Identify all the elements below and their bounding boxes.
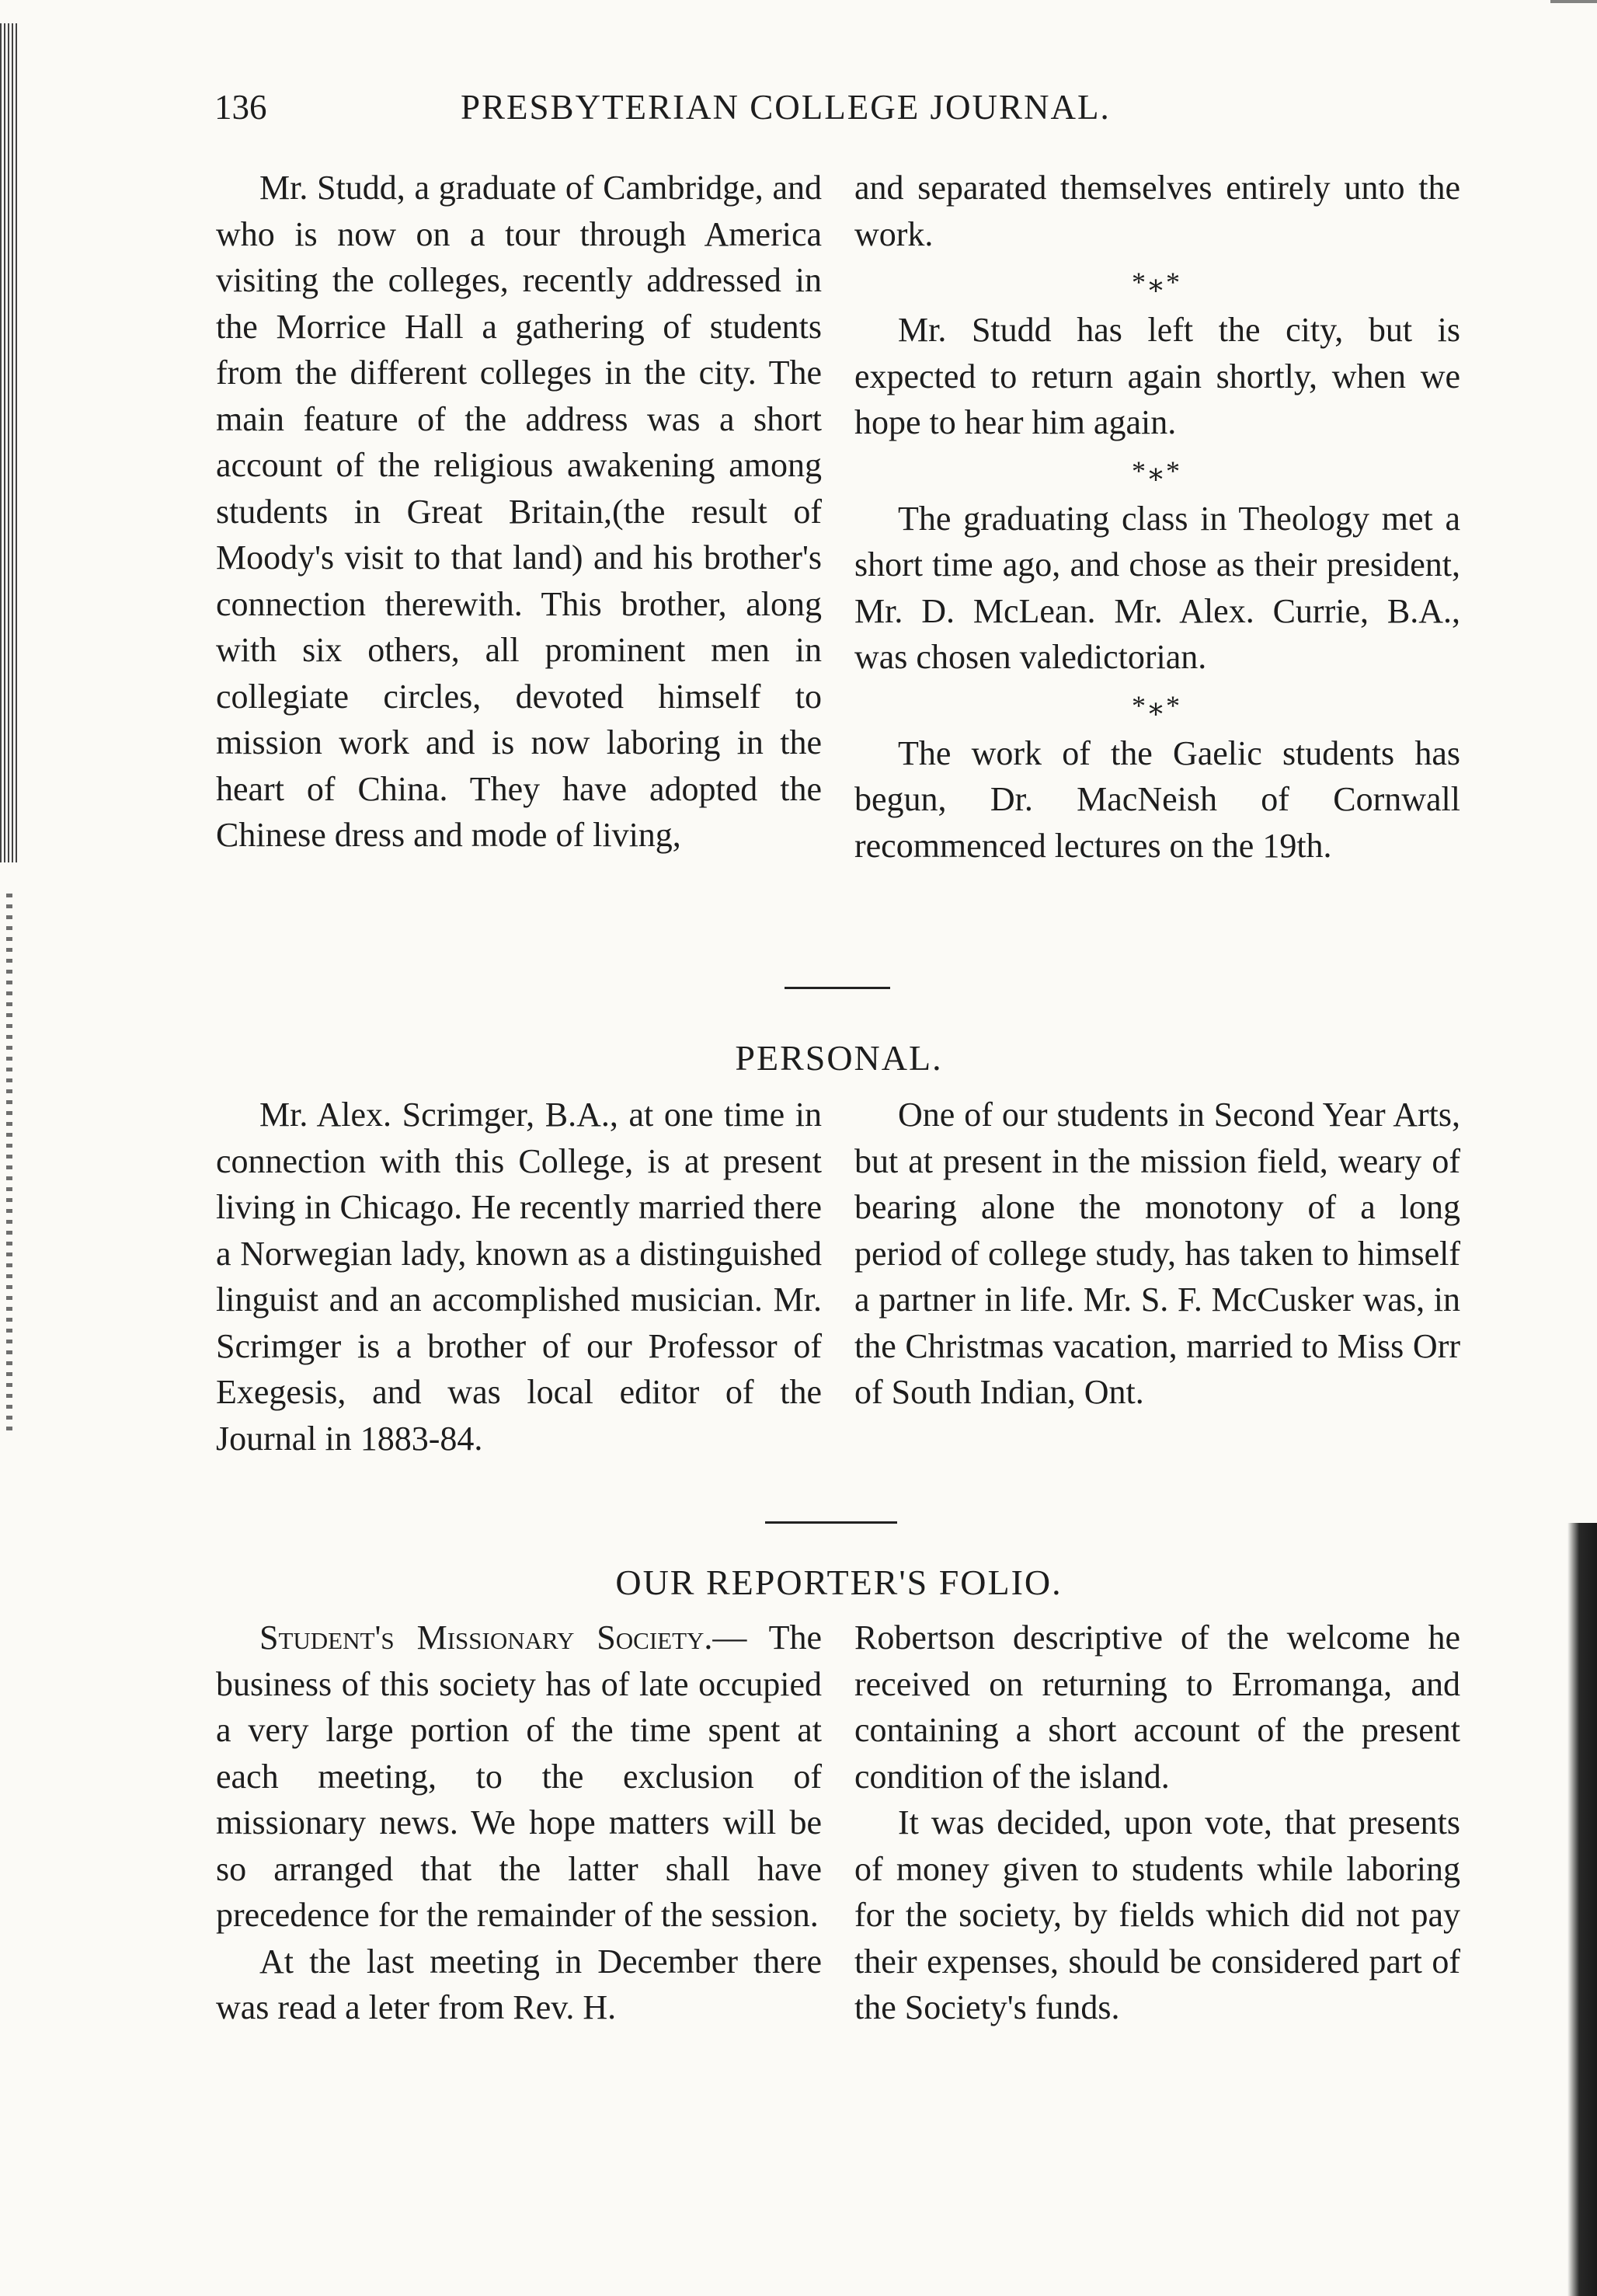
page-header — [214, 87, 1237, 141]
asterism-divider: *⁎* — [1132, 455, 1183, 486]
folio-right-column — [854, 1615, 1460, 2031]
editorial-left-column — [216, 165, 822, 859]
section-rule — [765, 1521, 897, 1524]
scan-dark-edge — [1567, 1523, 1597, 2296]
folio-left-column — [216, 1615, 822, 2031]
personal-heading: PERSONAL. — [735, 1038, 943, 1078]
scrimger-paragraph: Mr. Alex. Scrimger, B.A., at one time in connection with this College, is at present living in Chicago. He recently married there a Norwegian lady, known as a distinguished linguist and an accomplished musician. Mr. Scrimger is a brother of our Professor of Exegesis, and was local editor of the Journal in 1883-84. — [216, 1096, 822, 1458]
asterism-divider: *⁎* — [1132, 267, 1183, 298]
graduating-class-paragraph: The graduating class in Theology met a short time ago, and chose as their president, Mr. D. McLean. Mr. Alex. Currie, B.A., was chosen valedictorian. — [854, 499, 1460, 676]
asterism-divider: *⁎* — [1132, 689, 1183, 721]
december-meeting-paragraph: At the last meeting in December there was read a leter from Rev. H. — [216, 1942, 822, 2026]
robertson-paragraph: Robertson descriptive of the welcome he received on returning to Erromanga, and containing a short account of the present condition of the island. — [854, 1618, 1460, 1796]
mccusker-paragraph: One of our students in Second Year Arts, but at present in the mission field, weary of bearing alone the monotony of a long period of college study, has taken to himself a partner in life. Mr. S. F. McCusker was, in the Christmas vacation, married to Miss Orr of South Indian, Ont. — [854, 1096, 1460, 1411]
gaelic-students-paragraph: The work of the Gaelic students has begun, Dr. MacNeish of Cornwall recommenced lectures on the 19th. — [854, 733, 1460, 865]
society-heading: Student's Missionary Society.— — [259, 1618, 747, 1657]
journal-title: PRESBYTERIAN COLLEGE JOURNAL. — [461, 88, 1111, 127]
reporters-folio-heading: OUR REPORTER'S FOLIO. — [615, 1563, 1063, 1602]
studd-left-city-paragraph: Mr. Studd has left the city, but is expected to return again shortly, when we hope to hear him again. — [854, 311, 1460, 441]
editorial-right-column — [854, 165, 1460, 869]
society-paragraph: The business of this society has of late occupied a very large portion of the time spent at each meeting, to the exclusion of missionary news. We hope matters will be so arranged that the latter shall have precedence for the remainder of the session. — [216, 1618, 822, 1934]
personal-right-column — [854, 1092, 1460, 1416]
scan-binding-edge — [0, 23, 17, 862]
scan-corner-mark — [1550, 0, 1597, 3]
studd-address-paragraph: Mr. Studd, a graduate of Cambridge, and who is now on a tour through America visiting the colleges, recently addressed in the Morrice Hall a gathering of students from the different colleges in the city. The main feature of the address was a short account of the religious awakening among students in Great Britain,(the result of Moody's visit to that land) and his brother's connection therewith. This brother, along with six others, all prominent men in collegiate circles, devoted himself to mission work and is now laboring in the heart of China. They have adopted the Chinese dress and mode of living, — [216, 169, 822, 854]
personal-left-column — [216, 1092, 822, 1462]
studd-continuation: and separated themselves entirely unto the work. — [854, 169, 1460, 253]
section-rule — [785, 987, 890, 989]
vote-paragraph: It was decided, upon vote, that presents of money given to students while laboring for the society, by fields which did not pay their expenses, should be considered part of the Society's funds. — [854, 1803, 1460, 2026]
scan-binding-edge-lower — [6, 894, 12, 1437]
page-number: 136 — [214, 88, 267, 127]
